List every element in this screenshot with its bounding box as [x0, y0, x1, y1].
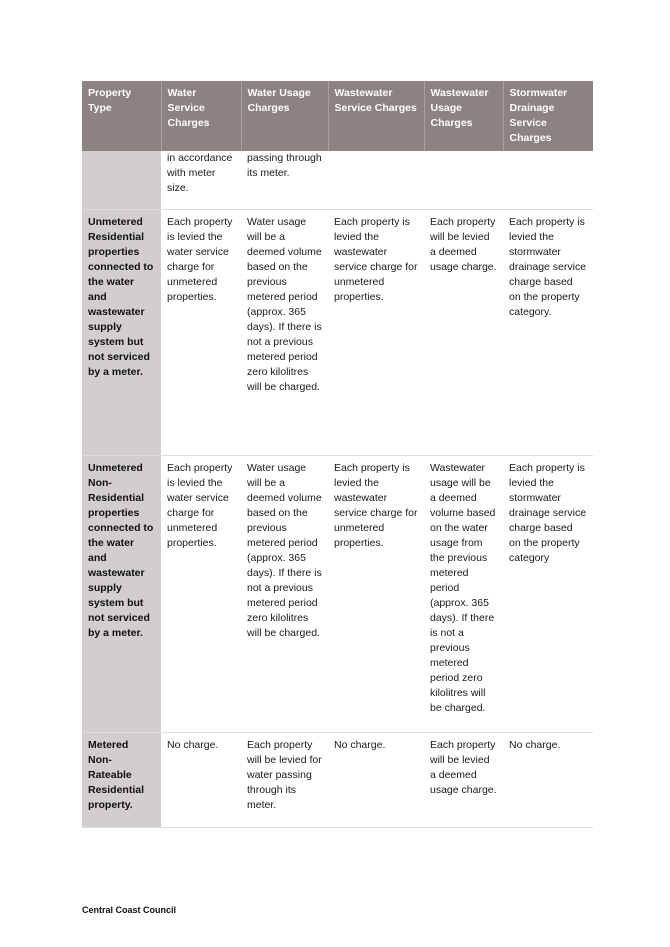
stormwater-cell: No charge. — [503, 733, 593, 828]
water-usage-cell: Water usage will be a deemed volume based on the previous metered period (approx. 365 days). If there is not a previous metered period zero kilolitres will be charged. — [241, 456, 328, 733]
wastewater-usage-cell: Wastewater usage will be a deemed volume based on the water usage from the previous metered period (approx. 365 days). If there is not a previous metered period zero kilolitres will be charged. — [424, 456, 503, 733]
stormwater-cell — [503, 151, 593, 210]
header-wastewater-service: Wastewater Service Charges — [328, 81, 424, 151]
property-type-cell: Metered Non-Rateable Residential property. — [82, 733, 161, 828]
property-type-cell: Unmetered Non-Residential properties connected to the water and wastewater supply system but not serviced by a meter. — [82, 456, 161, 733]
wastewater-service-cell: Each property is levied the wastewater service charge for unmetered properties. — [328, 456, 424, 733]
water-usage-cell: passing through its meter. — [241, 151, 328, 210]
header-water-service: Water Service Charges — [161, 81, 241, 151]
wastewater-service-cell: Each property is levied the wastewater service charge for unmetered properties. — [328, 210, 424, 456]
header-wastewater-usage: Wastewater Usage Charges — [424, 81, 503, 151]
water-usage-cell: Water usage will be a deemed volume based on the previous metered period (approx. 365 days). If there is not a previous metered period zero kilolitres will be charged. — [241, 210, 328, 456]
table-row — [82, 210, 593, 456]
wastewater-usage-cell: Each property will be levied a deemed usage charge. — [424, 733, 503, 828]
water-service-cell: in accordance with meter size. — [161, 151, 241, 210]
water-service-cell: Each property is levied the water service charge for unmetered properties. — [161, 210, 241, 456]
table-row — [82, 151, 593, 210]
header-stormwater: Stormwater Drainage Service Charges — [503, 81, 593, 151]
charges-table — [82, 81, 593, 828]
water-usage-cell: Each property will be levied for water passing through its meter. — [241, 733, 328, 828]
footer-organisation: Central Coast Council — [82, 905, 177, 915]
property-type-cell — [82, 151, 161, 210]
table-row — [82, 456, 593, 733]
wastewater-service-cell — [328, 151, 424, 210]
table-row — [82, 733, 593, 828]
property-type-cell: Unmetered Residential properties connected to the water and wastewater supply system but not serviced by a meter. — [82, 210, 161, 456]
table-header-row — [82, 81, 593, 151]
wastewater-usage-cell — [424, 151, 503, 210]
water-service-cell: Each property is levied the water service charge for unmetered properties. — [161, 456, 241, 733]
wastewater-service-cell: No charge. — [328, 733, 424, 828]
water-service-cell: No charge. — [161, 733, 241, 828]
header-property-type: Property Type — [82, 81, 161, 151]
stormwater-cell: Each property is levied the stormwater drainage service charge based on the property category — [503, 456, 593, 733]
stormwater-cell: Each property is levied the stormwater drainage service charge based on the property category. — [503, 210, 593, 456]
wastewater-usage-cell: Each property will be levied a deemed usage charge. — [424, 210, 503, 456]
header-water-usage: Water Usage Charges — [241, 81, 328, 151]
